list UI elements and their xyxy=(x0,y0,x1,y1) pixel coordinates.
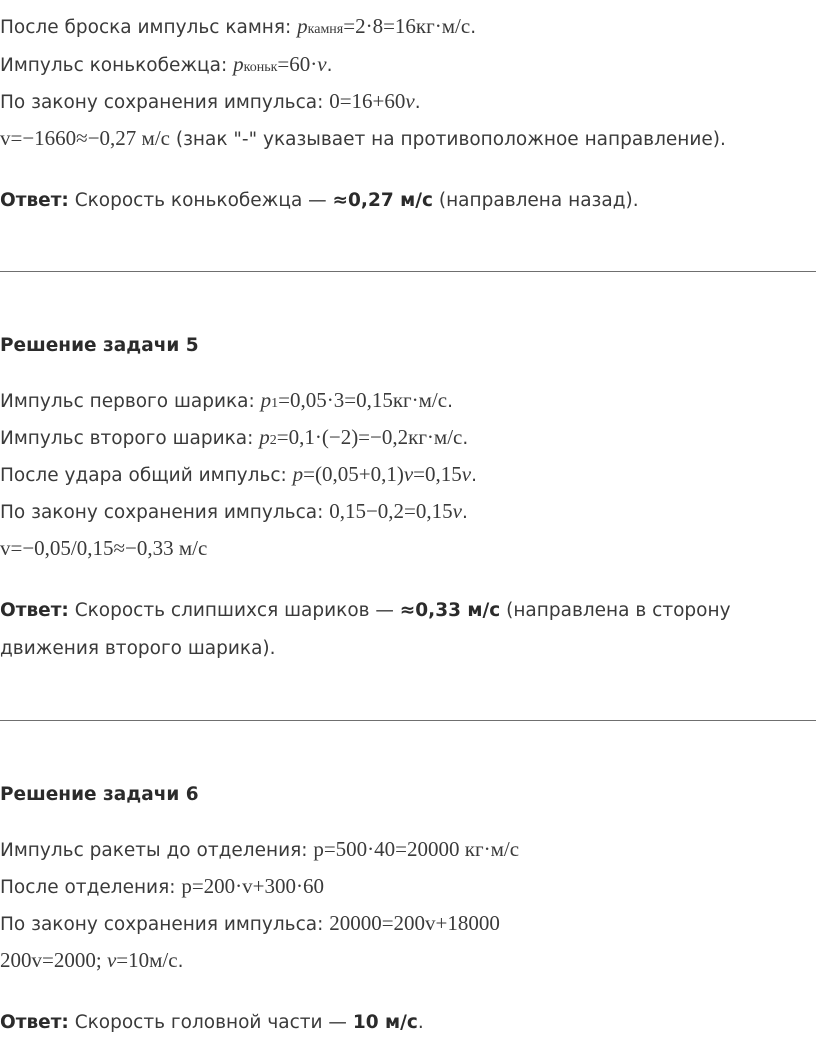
s4-l1-end: . xyxy=(470,17,477,38)
s5-l3-end: . xyxy=(471,465,477,486)
s6-answer-tail: . xyxy=(417,1012,424,1033)
s4-l4-math: v=−1660≈−0,27 м/с xyxy=(0,126,170,150)
s5-l2-end: . xyxy=(462,428,469,449)
s5-line-ball2 xyxy=(0,425,468,453)
s4-l1-sym: p xyxy=(297,14,308,38)
s5-l4-end: . xyxy=(461,502,468,523)
s5-answer-tail: (направлена в сторону движения второго шарика). xyxy=(0,600,731,659)
s5-l5-math: v=−0,05/0,15≈−0,33 м/с xyxy=(0,536,208,560)
s4-l1-math: =2·8=16кг·м/с xyxy=(343,14,471,38)
s4-answer-tail: (направлена назад). xyxy=(432,190,639,211)
s4-l3-var: v xyxy=(405,89,415,113)
s6-line-rocket-before xyxy=(0,837,519,863)
s6-answer-label: Ответ: xyxy=(0,1012,69,1033)
s4-l2-math: =60· xyxy=(277,52,318,76)
s6-l4-end: . xyxy=(177,951,184,972)
s5-l2-sym: p xyxy=(259,425,270,449)
s6-answer xyxy=(0,1011,424,1035)
s6-l3-math: 20000=200v+18000 xyxy=(329,911,500,935)
s5-l3-math: =(0,05+0,1) xyxy=(303,462,404,486)
s6-heading: Решение задачи 6 xyxy=(0,784,199,805)
s5-l1-end: . xyxy=(447,391,453,412)
s5-l3-text: После удара общий импульс: xyxy=(0,465,293,486)
s4-l2-sub: коньк xyxy=(243,60,278,75)
s5-heading: Решение задачи 5 xyxy=(0,335,199,356)
s6-l1-text: Импульс ракеты до отделения: xyxy=(0,840,314,861)
divider-2 xyxy=(0,720,816,721)
s4-l3-math: 0=16+60 xyxy=(329,89,406,113)
s6-l4-math: 200v=2000; xyxy=(0,948,107,972)
s4-answer-text: Скорость конькобежца — xyxy=(68,190,333,211)
s5-l4-var: v xyxy=(452,499,462,523)
s5-line-total xyxy=(0,462,477,488)
s6-answer-text: Скорость головной части — xyxy=(68,1012,353,1033)
s5-l3-var2: v xyxy=(461,462,472,486)
divider-1 xyxy=(0,271,816,272)
s6-answer-value: 10 м/с xyxy=(352,1012,418,1033)
s6-line-solve xyxy=(0,948,183,974)
s6-l2-math: p=200·v+300·60 xyxy=(181,874,325,898)
s5-answer-text: Скорость слипшихся шариков — xyxy=(68,600,400,621)
s4-l2-sym: p xyxy=(233,52,244,76)
s4-l2-text: Импульс конькобежца: xyxy=(0,55,234,76)
s4-l2-end: . xyxy=(326,55,333,76)
s4-l2-var: v xyxy=(317,52,327,76)
s5-line-ball1 xyxy=(0,388,453,416)
s4-l1-text: После броска импульс камня: xyxy=(0,17,298,38)
s4-line-skater-momentum xyxy=(0,52,332,80)
s4-answer xyxy=(0,189,639,213)
s5-l3-sym: p xyxy=(292,462,304,486)
s4-l1-sub: камня xyxy=(307,22,344,37)
s5-line-velocity xyxy=(0,536,207,562)
s5-line-conservation xyxy=(0,499,468,525)
s4-line-conservation xyxy=(0,89,421,115)
s5-l2-text: Импульс второго шарика: xyxy=(0,428,260,449)
s5-l4-math: 0,15−0,2=0,15 xyxy=(329,499,453,523)
s5-answer-label: Ответ: xyxy=(0,600,69,621)
s6-l4-math2: =10м/с xyxy=(116,948,178,972)
s5-l2-sub: 2 xyxy=(269,433,277,448)
s5-answer-value: ≈0,33 м/с xyxy=(399,600,501,621)
s5-l1-sym: p xyxy=(260,388,272,412)
s6-l4-var: v xyxy=(106,948,117,972)
s4-line-stone-momentum xyxy=(0,14,476,42)
s6-line-after xyxy=(0,874,324,900)
s5-l1-sub: 1 xyxy=(271,396,279,411)
s5-answer xyxy=(0,592,760,668)
s6-l1-math: p=500·40=20000 кг·м/с xyxy=(313,837,520,861)
s5-l2-math: =0,1·(−2)=−0,2кг·м/с xyxy=(276,425,463,449)
s5-l1-text: Импульс первого шарика: xyxy=(0,391,261,412)
s6-line-conservation xyxy=(0,911,500,937)
s5-l4-text: По закону сохранения импульса: xyxy=(0,502,330,523)
s4-l4-text: (знак "-" указывает на противоположное направление). xyxy=(170,129,726,150)
s5-l3-var: v xyxy=(403,462,414,486)
s4-answer-value: ≈0,27 м/с xyxy=(332,190,433,211)
s5-l3-math2: =0,15 xyxy=(413,462,462,486)
s4-l3-end: . xyxy=(414,92,421,113)
s6-l2-text: После отделения: xyxy=(0,877,182,898)
s4-answer-label: Ответ: xyxy=(0,190,69,211)
s6-l3-text: По закону сохранения импульса: xyxy=(0,914,330,935)
s5-l1-math: =0,05·3=0,15кг·м/с xyxy=(278,388,448,412)
s4-l3-text: По закону сохранения импульса: xyxy=(0,92,330,113)
s4-line-velocity xyxy=(0,126,726,152)
